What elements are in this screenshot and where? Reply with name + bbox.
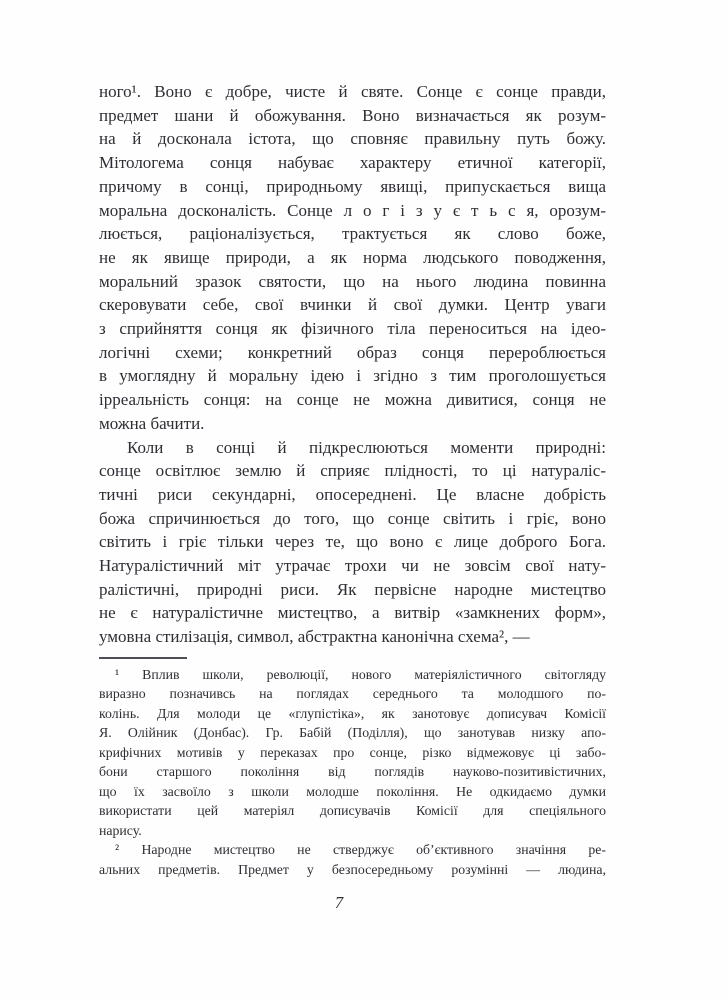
text-line: логічні схеми; конкретний образ сонця перероблюється [99,342,606,362]
main-text [99,80,606,649]
text-line: нарису. [99,822,142,838]
text-line: Мітологема сонця набуває характеру етичної категорії, [99,153,606,173]
text-line: що їх засвоїло з школи молодше покоління. Не одкидаємо думки [99,783,606,799]
text-line: ² Народне мистецтво не стверджує об’єктивного значіння ре- [115,842,606,858]
text-line: крифічних мотивів у переказах про сонце, різко відмежовує ці забо- [99,744,606,760]
text-line: ірреальність сонця: на сонце не можна дивитися, сонця не [99,390,606,410]
text-line: альних предметів. Предмет у безпосередньому розумінні — людина, [99,861,606,877]
text-line: не як явище природи, а як норма людського поводження, [99,247,606,267]
text-line: моральна досконалість. Сонце л о г і з у є т ь с я, орозум- [99,200,606,220]
text-line: Коли в сонці й підкреслюються моменти природні: [127,437,606,457]
text-line: ралістичні, природні риси. Як первісне народне мистецтво [99,579,606,599]
text-line: тичні риси секундарні, опосереднені. Це власне добрість [99,484,606,504]
text-block [99,80,606,879]
text-line: моральний зразок святости, що на нього людина повинна [99,271,606,291]
text-line: використати цей матеріял дописувачів Комісії для спеціяльного [99,803,606,819]
text-line: предмет шани й обожування. Воно визначається як розум- [99,105,606,125]
text-line: скеровувати себе, свої вчинки й свої думки. Центр уваги [99,295,606,315]
text-line: можна бачити. [99,413,205,433]
text-line: люється, раціоналізується, трактується як слово боже, [99,224,606,244]
text-line: бони старшого покоління від поглядів науково-позитивістичних, [99,764,606,780]
text-line: з сприйняття сонця як фізичного тіла переноситься на ідео- [99,319,606,339]
text-line: на й досконала істота, що сповняє правильну путь божу. [99,129,606,149]
text-line: виразно позначивсь на поглядах середнього та молодшого по- [99,686,606,702]
text-line: причому в сонці, природньому явищі, припускається вища [99,176,606,196]
footnote-separator-rule [99,657,187,659]
text-line: не є натуралістичне мистецтво, а витвір «замкнених форм», [99,603,606,623]
text-line: божа спричинюється до того, що сонце світить і гріє, воно [99,508,606,528]
text-line: ¹ Вплив школи, революції, нового матеріялістичного світогляду [115,666,606,682]
footnotes [99,665,606,880]
text-line: Я. Олійник (Донбас). Гр. Бабій (Поділля), що занотував низку апо- [99,725,606,741]
text-line: Натуралістичний міт утрачає трохи чи не зовсім свої нату- [99,556,606,576]
text-line: світить і гріє тільки через те, що воно є лице доброго Бога. [99,532,606,552]
text-line: колінь. Для молоди це «глупістіка», як занотовує дописувач Комісії [99,705,606,721]
text-line: в умоглядну й моральну ідею і згідно з тим проголошується [99,366,606,386]
text-line: ного¹. Воно є добре, чисте й святе. Сонце є сонце правди, [99,82,606,101]
text-line: сонце освітлює землю й сприяє плідності, то ці натураліс- [99,461,606,481]
page-number: 7 [334,893,344,912]
text-line: умовна стилізація, символ, абстрактна канонічна схема², — [99,627,530,647]
